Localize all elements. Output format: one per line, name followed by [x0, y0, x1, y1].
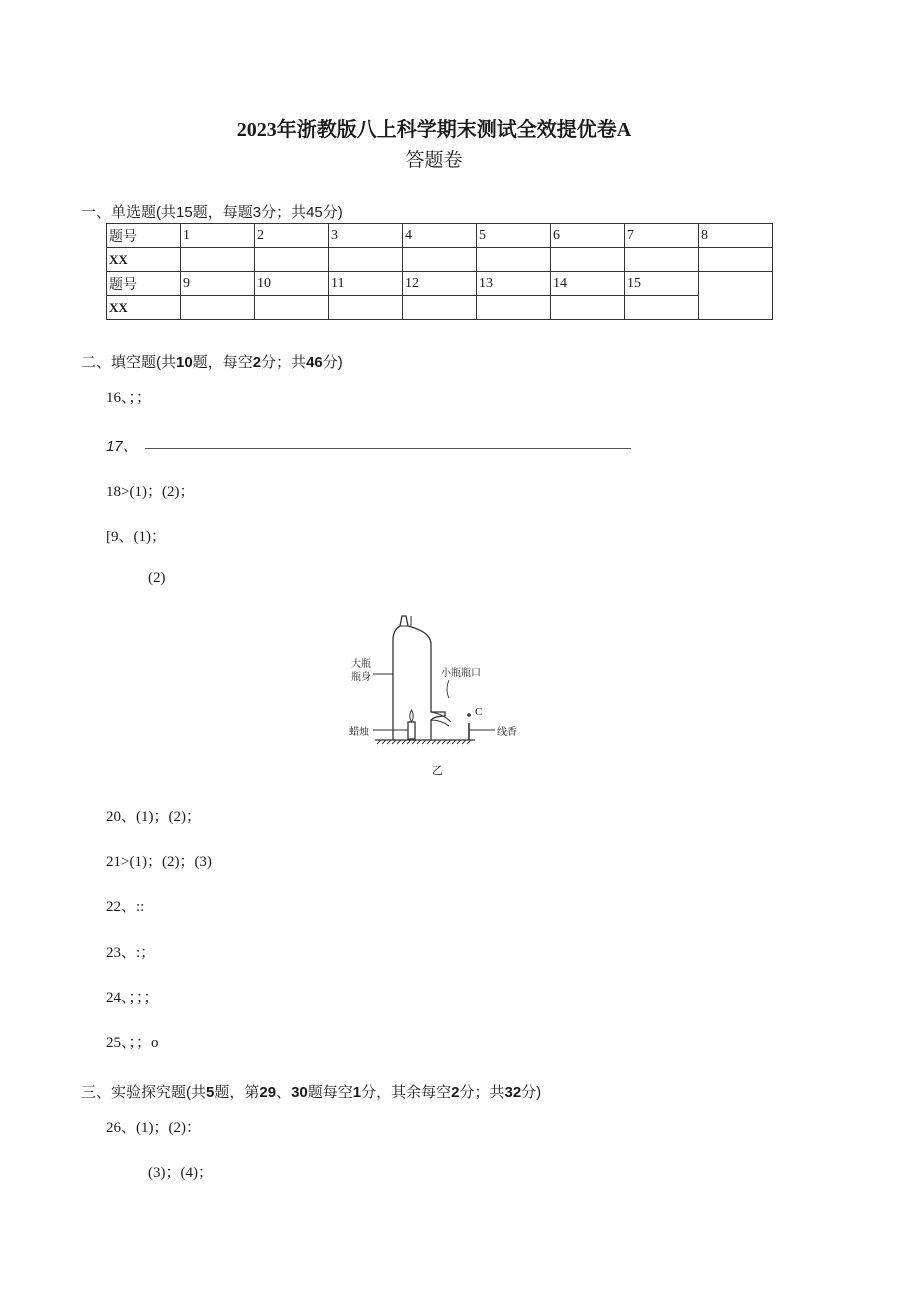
table-cell: 2 [255, 224, 329, 248]
table-cell-empty [699, 272, 773, 320]
table-row [107, 224, 773, 248]
answer-cell[interactable] [551, 296, 625, 320]
question-26: 26、(1)；(2)： [106, 1120, 201, 1136]
section-heading-2: 二、填空题(共10题，每空2分；共46分) [81, 354, 343, 371]
experiment-figure [345, 612, 525, 782]
page-subtitle: 答题卷 [405, 150, 463, 171]
answer-cell[interactable] [551, 248, 625, 272]
page-title: 2023年浙教版八上科学期末测试全效提优卷A [236, 119, 632, 141]
table-cell-label: 题号 [107, 272, 181, 296]
bottle-candle-diagram [345, 612, 525, 782]
label-big-bottle: 大瓶 瓶身 [351, 659, 371, 683]
question-19: [9、(1)； [106, 529, 166, 545]
table-cell: 8 [699, 224, 773, 248]
question-20: 20、(1)；(2)； [106, 809, 201, 825]
table-cell: 5 [477, 224, 551, 248]
answer-cell[interactable] [181, 296, 255, 320]
table-cell: 13 [477, 272, 551, 296]
table-cell: 7 [625, 224, 699, 248]
label-point-c: C [475, 706, 483, 718]
table-cell: 3 [329, 224, 403, 248]
point-c-marker [467, 713, 471, 717]
table-cell: 12 [403, 272, 477, 296]
table-cell: 11 [329, 272, 403, 296]
table-cell-label: XX [107, 296, 181, 320]
question-19-part2: (2) [148, 570, 166, 586]
label-incense: 线香 [497, 727, 517, 738]
answer-table [106, 223, 773, 320]
answer-cell[interactable] [477, 296, 551, 320]
table-row [107, 272, 773, 296]
answer-cell[interactable] [699, 248, 773, 272]
answer-cell[interactable] [403, 296, 477, 320]
table-cell: 9 [181, 272, 255, 296]
question-16: 16、；； [106, 390, 152, 406]
question-18: 18>(1)；(2)； [106, 484, 195, 500]
table-cell: 1 [181, 224, 255, 248]
table-cell: 14 [551, 272, 625, 296]
figure-caption: 乙 [432, 765, 443, 777]
label-small-mouth: 小瓶瓶口 [441, 668, 481, 679]
section-heading-3: 三、实验探究题(共5题，第29、30题每空1分，其余每空2分；共32分) [81, 1084, 542, 1101]
question-23: 23、:； [106, 945, 156, 961]
table-row [107, 248, 773, 272]
table-row [107, 296, 773, 320]
table-cell: 6 [551, 224, 625, 248]
table-cell-label: XX [107, 248, 181, 272]
answer-cell[interactable] [329, 296, 403, 320]
answer-line-17[interactable] [145, 448, 631, 449]
table-cell: 15 [625, 272, 699, 296]
table-cell-label: 题号 [107, 224, 181, 248]
answer-cell[interactable] [625, 248, 699, 272]
question-25: 25、；；o [106, 1035, 159, 1051]
answer-cell[interactable] [625, 296, 699, 320]
answer-cell[interactable] [181, 248, 255, 272]
answer-cell[interactable] [329, 248, 403, 272]
question-22: 22、:: [106, 899, 145, 915]
answer-cell[interactable] [255, 296, 329, 320]
question-26-part2: (3)；(4)； [148, 1165, 213, 1181]
table-cell: 10 [255, 272, 329, 296]
question-24: 24、；；； [106, 990, 159, 1006]
label-candle: 蜡烛 [349, 727, 369, 738]
section-heading-1: 一、单选题(共15题，每题3分；共45分) [81, 204, 343, 221]
answer-cell[interactable] [477, 248, 551, 272]
question-21: 21>(1)；(2)；(3) [106, 854, 212, 870]
answer-cell[interactable] [255, 248, 329, 272]
question-17: 17、 [106, 438, 138, 455]
answer-cell[interactable] [403, 248, 477, 272]
table-cell: 4 [403, 224, 477, 248]
